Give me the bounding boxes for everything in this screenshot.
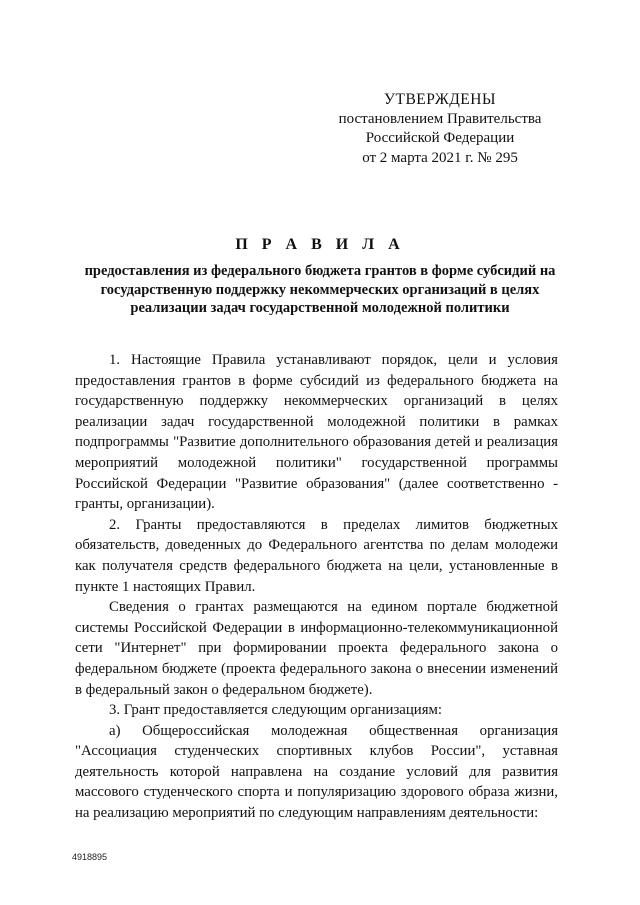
paragraph-2: 2. Гранты предоставляются в пределах лимитов бюджетных обязательств, доведенных до Федерального агентства по делам молодежи как получателя средств федерального бюджета на цели, установленные в пункте 1 настоящих Правил.: [75, 516, 558, 595]
approval-line-2: Российской Федерации: [365, 130, 515, 146]
document-title: П Р А В И Л А: [235, 236, 405, 253]
approval-line-1: постановлением Правительства: [338, 110, 542, 127]
paragraph-4: 3. Грант предоставляется следующим организациям:: [109, 702, 442, 719]
approval-line-3: от 2 марта 2021 г. № 295: [362, 149, 518, 166]
approval-title: УТВЕРЖДЕНЫ: [384, 91, 496, 108]
paragraph-1: 1. Настоящие Правила устанавливают порядок, цели и условия предоставления грантов в форме субсидий из федерального бюджета на государственную поддержку некоммерческих организаций в целях реализации задач государственной молодежной политики в рамках подпрограммы "Развитие дополнительного образования детей и реализация мероприятий молодежной политики" государственной программы Российской Федерации "Развитие образования" (далее соответственно - гранты, организации).: [75, 352, 558, 513]
document-body: [75, 350, 558, 824]
document-code: 4918895: [72, 852, 108, 862]
paragraph-3: Сведения о грантах размещаются на едином портале бюджетной системы Российской Федерации в информационно-телекоммуникационной сети "Интернет" при формировании проекта федерального закона о федеральном бюджете (проекта федерального закона о внесении изменений в федеральный закон о федеральном бюджете).: [75, 599, 558, 698]
approval-stamp: [330, 90, 550, 168]
paragraph-5: а) Общероссийская молодежная общественная организация "Ассоциация студенческих спортивных клубов России", уставная деятельность которой направлена на создание условий для развития массового студенческого спорта и популяризацию здорового образа жизни, на реализацию мероприятий по следующим направлениям деятельности:: [75, 722, 558, 822]
document-subtitle: предоставления из федерального бюджета грантов в форме субсидий на государственную поддержку некоммерческих организаций в целях реализации задач государственной молодежной политики: [84, 263, 556, 316]
